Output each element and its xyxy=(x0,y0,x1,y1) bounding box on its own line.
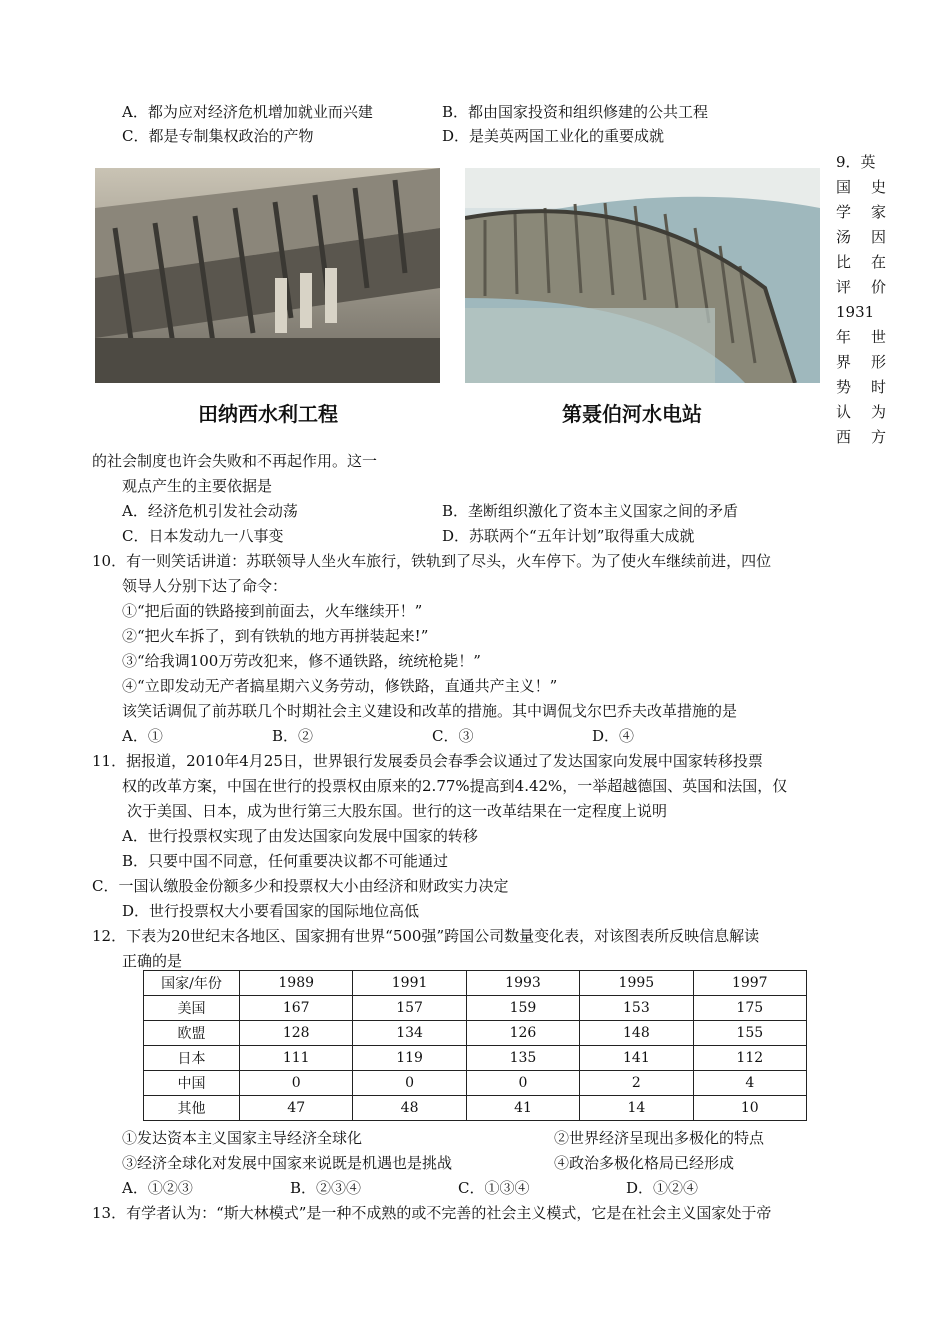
q10-option-d: D．④ xyxy=(592,727,635,745)
q11-line-2: 权的改革方案，中国在世行的投票权由原来的2.77%提高到4.42%，一举超越德国、英国和法国，仅 xyxy=(122,777,788,795)
tennessee-dam-photo xyxy=(95,168,440,383)
q9-side-line: 年 世 xyxy=(836,328,886,346)
table-header-cell: 国家/年份 xyxy=(144,971,240,996)
table-cell: 157 xyxy=(353,996,466,1021)
table-cell: 其他 xyxy=(144,1096,240,1121)
right-photo-caption: 第聂伯河水电站 xyxy=(562,402,702,426)
q10-statement-2: ②“把火车拆了，到有铁轨的地方再拼装起来!” xyxy=(122,627,429,645)
table-cell: 10 xyxy=(693,1096,806,1121)
table-cell: 135 xyxy=(466,1046,579,1071)
q12-line-1: 12．下表为20世纪末各地区、国家拥有世界“500强”跨国公司数量变化表，对该图表所反映信息解读 xyxy=(92,927,760,945)
q9-option-a: A．经济危机引发社会动荡 xyxy=(122,502,298,520)
table-cell: 153 xyxy=(580,996,693,1021)
q10-statement-3: ③“给我调100万劳改犯来，修不通铁路，统统枪毙！” xyxy=(122,652,481,670)
table-header-row xyxy=(144,971,807,996)
q9-option-b: B．垄断组织激化了资本主义国家之间的矛盾 xyxy=(442,502,739,520)
table-cell: 4 xyxy=(693,1071,806,1096)
q8-option-c: C．都是专制集权政治的产物 xyxy=(122,127,314,145)
table-cell: 111 xyxy=(240,1046,353,1071)
q9-side-line: 国 史 xyxy=(836,178,886,196)
q11-line-1: 11．据报道，2010年4月25日，世界银行发展委员会春季会议通过了发达国家向发展中国家转移投票 xyxy=(92,752,763,770)
table-cell: 0 xyxy=(466,1071,579,1096)
table-header-cell: 1997 xyxy=(693,971,806,996)
table-cell: 日本 xyxy=(144,1046,240,1071)
table-header-cell: 1993 xyxy=(466,971,579,996)
q12-statement-4: ④政治多极化格局已经形成 xyxy=(554,1154,735,1172)
table-cell: 欧盟 xyxy=(144,1021,240,1046)
q9-side-line: 比 在 xyxy=(836,253,886,271)
q8-option-a: A．都为应对经济危机增加就业而兴建 xyxy=(122,103,373,121)
q12-option-d: D．①②④ xyxy=(626,1179,699,1197)
table-cell: 148 xyxy=(580,1021,693,1046)
q11-line-3: 次于美国、日本，成为世行第三大股东国。世行的这一改革结果在一定程度上说明 xyxy=(127,802,668,820)
table-cell: 14 xyxy=(580,1096,693,1121)
q9-side-line: 1931 xyxy=(836,303,875,321)
table-cell: 美国 xyxy=(144,996,240,1021)
table-row xyxy=(144,1096,807,1121)
q9-side-line: 西 方 xyxy=(836,428,886,446)
table-cell: 41 xyxy=(466,1096,579,1121)
table-header-cell: 1991 xyxy=(353,971,466,996)
table-cell: 119 xyxy=(353,1046,466,1071)
q12-statement-3: ③经济全球化对发展中国家来说既是机遇也是挑战 xyxy=(122,1154,453,1172)
table-cell: 128 xyxy=(240,1021,353,1046)
left-photo-caption: 田纳西水利工程 xyxy=(198,402,338,426)
q12-option-b: B．②③④ xyxy=(290,1179,362,1197)
q10-option-b: B．② xyxy=(272,727,314,745)
q12-option-a: A．①②③ xyxy=(122,1179,193,1197)
table-cell: 126 xyxy=(466,1021,579,1046)
table-cell: 175 xyxy=(693,996,806,1021)
table-header-cell: 1989 xyxy=(240,971,353,996)
q8-option-b: B．都由国家投资和组织修建的公共工程 xyxy=(442,103,709,121)
q12-option-c: C．①③④ xyxy=(458,1179,530,1197)
q9-side-line: 学 家 xyxy=(836,203,886,221)
q10-statement-4: ④“立即发动无产者搞星期六义务劳动，修铁路，直通共产主义！” xyxy=(122,677,558,695)
table-cell: 2 xyxy=(580,1071,693,1096)
q9-side-line: 界 形 xyxy=(836,353,886,371)
q10-line-2: 领导人分别下达了命令： xyxy=(122,577,288,595)
table-cell: 141 xyxy=(580,1046,693,1071)
q9-line-1: 的社会制度也许会失败和不再起作用。这一 xyxy=(92,452,378,470)
q10-option-c: C．③ xyxy=(432,727,474,745)
q11-option-a: A．世行投票权实现了由发达国家向发展中国家的转移 xyxy=(122,827,478,845)
q11-option-c: C．一国认缴股金份额多少和投票权大小由经济和财政实力决定 xyxy=(92,877,509,895)
table-cell: 134 xyxy=(353,1021,466,1046)
table-cell: 159 xyxy=(466,996,579,1021)
q8-option-d: D．是美英两国工业化的重要成就 xyxy=(442,127,665,145)
q9-side-line: 评 价 xyxy=(836,278,886,296)
q9-side-line: 认 为 xyxy=(836,403,886,421)
q10-line-1: 10．有一则笑话讲道：苏联领导人坐火车旅行，铁轨到了尽头，火车停下。为了使火车继续前进，四位 xyxy=(92,552,772,570)
table-cell: 167 xyxy=(240,996,353,1021)
table-cell: 47 xyxy=(240,1096,353,1121)
q12-line-2: 正确的是 xyxy=(122,952,183,970)
table-cell: 中国 xyxy=(144,1071,240,1096)
table-cell: 48 xyxy=(353,1096,466,1121)
q13-line-1: 13．有学者认为：“斯大林模式”是一种不成熟的或不完善的社会主义模式，它是在社会主义国家处于帝 xyxy=(92,1204,772,1222)
q10-question: 该笑话调侃了前苏联几个时期社会主义建设和改革的措施。其中调侃戈尔巴乔夫改革措施的是 xyxy=(122,702,738,720)
q9-option-d: D．苏联两个“五年计划”取得重大成就 xyxy=(442,527,695,545)
table-row xyxy=(144,1021,807,1046)
q10-option-a: A．① xyxy=(122,727,163,745)
q12-statement-1: ①发达资本主义国家主导经济全球化 xyxy=(122,1129,363,1147)
q9-line-2: 观点产生的主要依据是 xyxy=(122,477,273,495)
q9-side-line: 势 时 xyxy=(836,378,886,396)
fortune500-table xyxy=(143,970,807,1121)
table-header-cell: 1995 xyxy=(580,971,693,996)
q11-option-d: D．世行投票权大小要看国家的国际地位高低 xyxy=(122,902,420,920)
q9-option-c: C．日本发动九一八事变 xyxy=(122,527,284,545)
q9-side-line: 9．英 xyxy=(836,153,876,171)
q9-side-line: 汤 因 xyxy=(836,228,886,246)
q10-statement-1: ①“把后面的铁路接到前面去，火车继续开！” xyxy=(122,602,423,620)
table-cell: 0 xyxy=(353,1071,466,1096)
table-cell: 112 xyxy=(693,1046,806,1071)
table-cell: 155 xyxy=(693,1021,806,1046)
table-row xyxy=(144,1046,807,1071)
table-row xyxy=(144,996,807,1021)
q11-option-b: B．只要中国不同意，任何重要决议都不可能通过 xyxy=(122,852,449,870)
table-cell: 0 xyxy=(240,1071,353,1096)
q12-statement-2: ②世界经济呈现出多极化的特点 xyxy=(554,1129,765,1147)
dnieper-hydro-photo xyxy=(465,168,820,383)
table-row xyxy=(144,1071,807,1096)
